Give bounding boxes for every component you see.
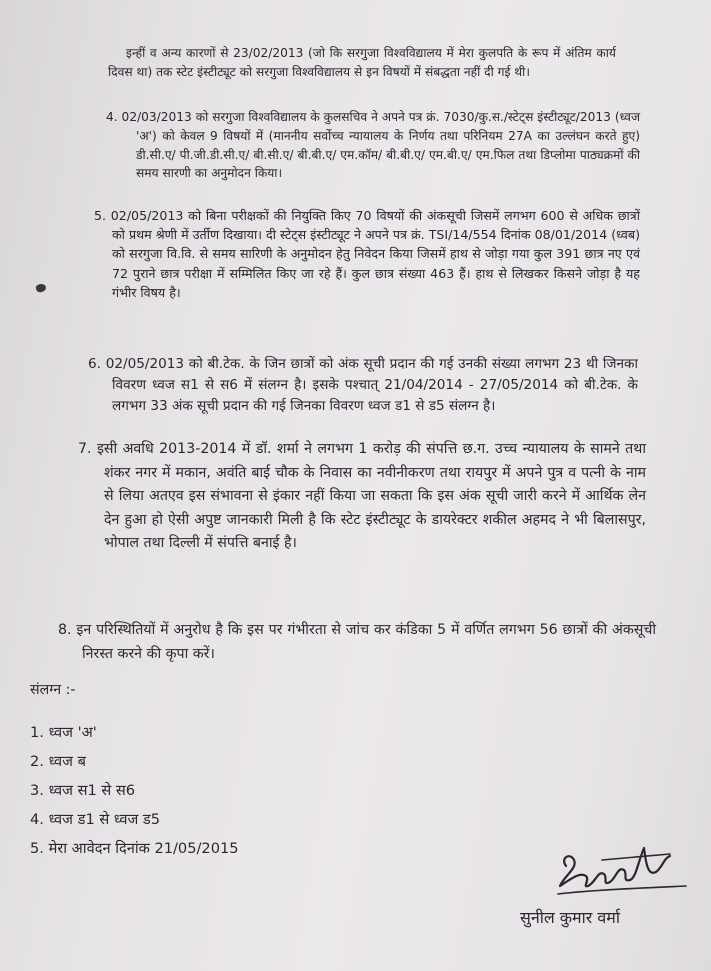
paragraph-7: 7. इसी अवधि 2013-2014 में डॉ. शर्मा ने लगभग 1 करोड़ की संपत्ति छ.ग. उच्च न्यायालय के सामने तथा शंकर नगर में मकान, अवंति बाई चौक के निवास का नवीनीकरण तथा रायपुर में अपने पुत्र व पत्नी के नाम से लिया अतएव इस संभावना से इंकार नहीं किया जा सकता कि इस अंक सूची जारी करने में आर्थिक लेन देन हुआ हो ऐसी अपुष्ट जानकारी मिली है कि स्टेट इंस्टीट्यूट के डायरेक्टर शकील अहमद ने भी बिलासपुर, भोपाल तथा दिल्ली में संपत्ति बनाई है। [78,441,646,552]
enclosure-item: 3. ध्वज स1 से स6 [30,782,136,799]
enclosures-list [30,718,239,863]
paragraph-intro: इन्हीं व अन्य कारणों से 23/02/2013 (जो कि सरगुजा विश्वविद्यालय में मेरा कुलपति के रूप में अंतिम कार्य दिवस था) तक स्टेट इंस्टीट्यूट को सरगुजा विश्वविद्यालय से इन विषयों में संबद्धता नहीं दी गई थी। [108,46,616,79]
paragraph-4: 4. 02/03/2013 को सरगुजा विश्वविद्यालय के कुलसचिव ने अपने पत्र क्रं. 7030/कु.स./स्टेट्स इंस्टीट्यूट/2013 (ध्वज 'अ') को केवल 9 विषयों में (माननीय सर्वोच्च न्यायालय के निर्णय तथा परिनियम 27A का उल्लंघन करते हुए) डी.सी.ए/ पी.जी.डी.सी.ए/ बी.सी.ए/ बी.बी.ए/ एम.कॉम/ बी.बी.ए/ एम.बी.ए/ एम.फिल तथा डिप्लोमा पाठ्यक्रमों की समय सारणी का अनुमोदन किया। [106,110,640,181]
paragraph-6: 6. 02/05/2013 को बी.टेक. के जिन छात्रों को अंक सूची प्रदान की गई उनकी संख्या लगभग 23 थी जिनका विवरण ध्वज स1 से स6 में संलग्न है। इसके पश्चात् 21/04/2014 - 27/05/2014 को बी.टेक. के लगभग 33 अंक सूची प्रदान की गई जिनका विवरण ध्वज ड1 से ड5 संलग्न है। [88,356,638,414]
signer-name: सुनील कुमार वर्मा [520,908,621,927]
enclosure-item: 4. ध्वज ड1 से ध्वज ड5 [30,811,161,828]
paragraph-8: 8. इन परिस्थितियों में अनुरोध है कि इस पर गंभीरता से जांच कर कंडिका 5 में वर्णित लगभग 56 छात्रों की अंकसूची निरस्त करने की कृपा करें। [58,622,656,662]
enclosure-item: 5. मेरा आवेदन दिनांक 21/05/2015 [30,840,239,857]
enclosures-heading: संलग्न :- [30,682,76,698]
enclosure-item: 1. ध्वज 'अ' [30,724,97,741]
paragraph-5: 5. 02/05/2013 को बिना परीक्षकों की नियुक्ति किए 70 विषयों की अंकसूची जिसमें लगभग 600 से अधिक छात्रों को प्रथम श्रेणी में उर्तीण दिखाया। दी स्टेट्स इंस्टीट्यूट ने अपने पत्र क्रं. TSI/14/554 दिनांक 08/01/2014 (ध्वब) को सरगुजा वि.वि. से समय सारिणी के अनुमोदन हेतु निवेदन किया जिसमें हाथ से जोड़ा गया कुल 391 छात्र नए एवं 72 पुराने छात्र परीक्षा में सम्मिलित किए जा रहे हैं। कुल छात्र संख्या 463 हैं। हाथ से लिखकर किसने जोड़ा है यह गंभीर विषय है। [94,208,640,300]
enclosure-item: 2. ध्वज ब [30,753,86,770]
ink-mark [35,283,47,294]
signature [552,836,692,898]
